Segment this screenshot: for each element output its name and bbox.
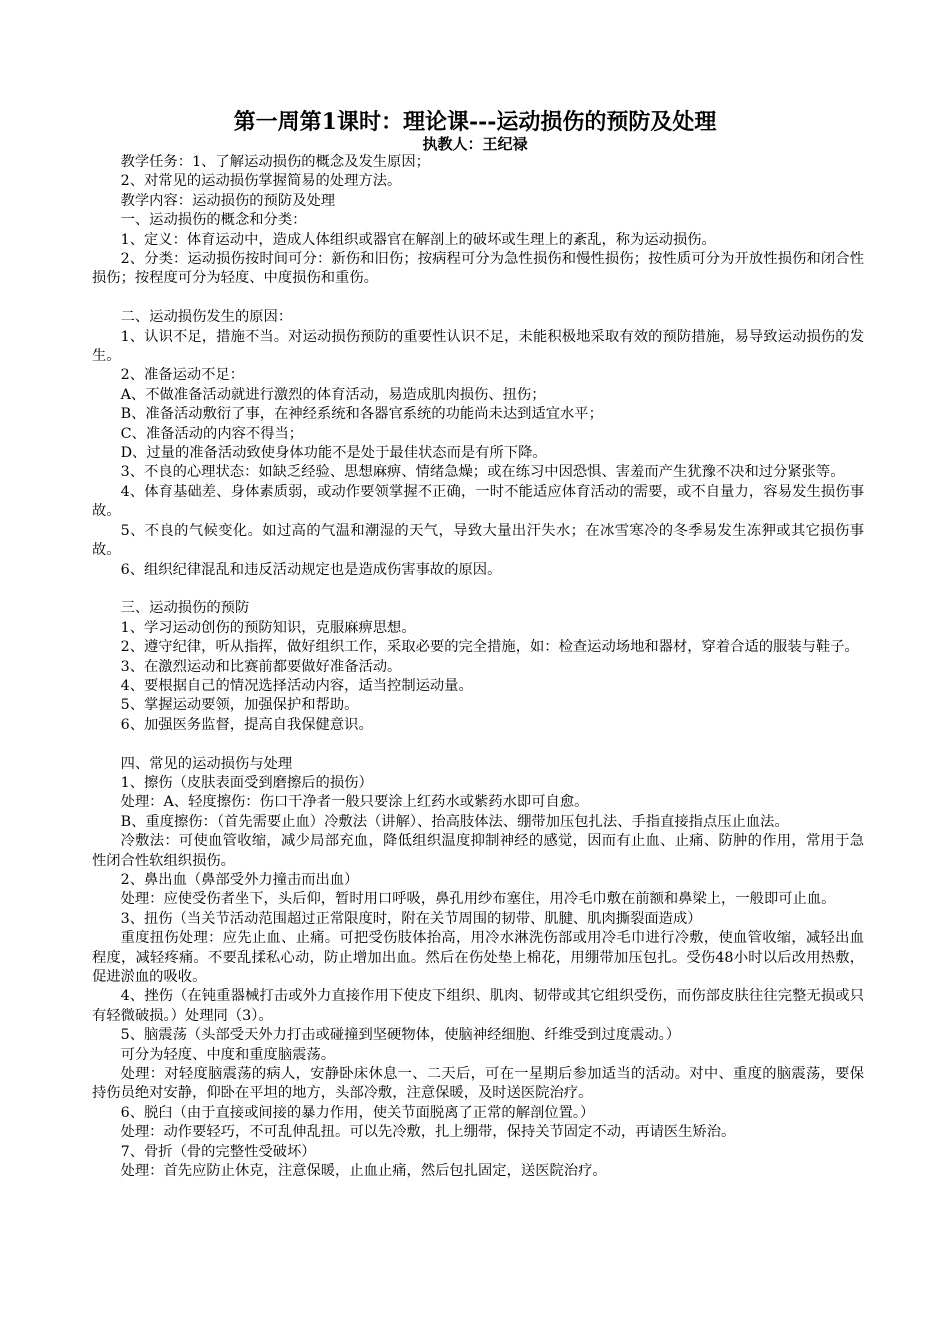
paragraph: 2、分类：运动损伤按时间可分：新伤和旧伤；按病程可分为急性损伤和慢性损伤；按性质可分为开放性损伤和闭合性损伤；按程度可分为轻度、中度损伤和重伤。 xyxy=(92,251,864,287)
paragraph: 6、脱臼（由于直接或间接的暴力作用，使关节面脱离了正常的解剖位置。） xyxy=(120,1104,595,1121)
paragraph: 7、骨折（骨的完整性受破坏） xyxy=(120,1143,316,1160)
paragraph: 4、要根据自己的情况选择活动内容，适当控制运动量。 xyxy=(120,677,473,694)
paragraph: 二、运动损伤发生的原因： xyxy=(120,309,293,326)
paragraph: D、过量的准备活动致使身体功能不是处于最佳状态而是有所下降。 xyxy=(120,445,547,462)
paragraph: 教学任务：1、了解运动损伤的概念及发生原因； xyxy=(120,154,430,170)
paragraph: 四、常见的运动损伤与处理 xyxy=(120,755,293,772)
paragraph: 一、运动损伤的概念和分类： xyxy=(120,212,307,229)
paragraph: 1、擦伤（皮肤表面受到磨擦后的损伤） xyxy=(120,774,373,791)
paragraph: 5、不良的气候变化。如过高的气温和潮湿的天气，导致大量出汗失水；在冰雪寒冷的冬季易发生冻狎或其它损伤事故。 xyxy=(92,522,864,559)
paragraph: 3、不良的心理状态：如缺乏经验、思想麻痹、情绪急燥；或在练习中因恐惧、害羞而产生犹豫不决和过分紧张等。 xyxy=(120,464,845,481)
paragraph: 5、掌握运动要领，加强保护和帮助。 xyxy=(120,697,359,714)
paragraph: 可分为轻度、中度和重度脑震荡。 xyxy=(120,1046,336,1063)
paragraph: 教学内容：运动损伤的预防及处理 xyxy=(120,192,336,209)
document-body xyxy=(92,153,864,1181)
paragraph: 2、准备运动不足： xyxy=(120,367,245,384)
paragraph: 4、挫伤（在钝重器械打击或外力直接作用下使皮下组织、肌肉、韧带或其它组织受伤，而伤部皮肤往往完整无损或只有轻微破损。）处理同（3）。 xyxy=(92,988,864,1024)
paragraph: 处理：动作要轻巧，不可乱伸乱扭。可以先冷敷，扎上绷带，保持关节固定不动，再请医生矫治。 xyxy=(120,1124,736,1141)
author-line: 执教人：王纪禄 xyxy=(422,135,528,153)
paragraph: 处理：A、轻度擦伤：伤口干净者一般只要涂上红药水或紫药水即可自愈。 xyxy=(120,794,589,811)
document-title: 第一周第1课时：理论课---运动损伤的预防及处理 xyxy=(233,109,717,135)
paragraph: 1、学习运动创伤的预防知识，克服麻痹思想。 xyxy=(120,619,416,636)
paragraph: 处理：首先应防止休克，注意保暖，止血止痛，然后包扎固定，送医院治疗。 xyxy=(120,1163,607,1180)
paragraph: 5、脑震荡（头部受天外力打击或碰撞到坚硬物体，使脑神经细胞、纤维受到过度震动。） xyxy=(120,1027,681,1044)
paragraph: 冷敷法：可使血管收缩，减少局部充血，降低组织温度抑制神经的感觉，因而有止血、止痛、防肿的作用，常用于急性闭合性软组织损伤。 xyxy=(92,833,864,869)
paragraph: 6、加强医务监督，提高自我保健意识。 xyxy=(120,716,373,733)
paragraph: 2、遵守纪律，听从指挥，做好组织工作，采取必要的完全措施，如：检查运动场地和器材，穿着合适的服装与鞋子。 xyxy=(120,639,859,656)
paragraph-gap xyxy=(92,735,864,754)
paragraph: 4、体育基础差、身体素质弱，或动作要领掌握不正确，一时不能适应体育活动的需要，或不自量力，容易发生损伤事故。 xyxy=(92,483,864,520)
paragraph: C、准备活动的内容不得当； xyxy=(120,425,304,442)
paragraph: 2、鼻出血（鼻部受外力撞击而出血） xyxy=(120,871,359,888)
paragraph: 1、认识不足，措施不当。对运动损伤预防的重要性认识不足，未能积极地采取有效的预防措施，易导致运动损伤的发生。 xyxy=(92,328,864,365)
paragraph: 重度扭伤处理：应先止血、止痛。可把受伤肢体抬高，用冷水淋洗伤部或用冷毛巾进行冷敷，使血管收缩，减轻出血程度，减轻疼痛。不要乱揉私心动，防止增加出血。然后在伤处垫上棉花，用绷带加压包扎。受伤48小时以后改用热敷，促进淤血的吸收。 xyxy=(92,930,864,986)
paragraph: 1、定义：体育运动中，造成人体组织或器官在解剖上的破坏或生理上的紊乱，称为运动损伤。 xyxy=(120,231,716,248)
paragraph: B、重度擦伤：（首先需要止血）冷敷法（讲解）、抬高肢体法、绷带加压包扎法、手指直接指点压止血法。 xyxy=(120,813,789,830)
paragraph: 2、对常见的运动损伤掌握简易的处理方法。 xyxy=(120,173,402,190)
paragraph: A、不做准备活动就进行激烈的体育活动，易造成肌肉损伤、扭伤； xyxy=(120,386,546,403)
paragraph: 3、在激烈运动和比赛前都要做好准备活动。 xyxy=(120,658,402,675)
paragraph: 处理：应使受伤者坐下，头后仰，暂时用口呼吸，鼻孔用纱布塞住，用冷毛巾敷在前额和鼻梁上，一般即可止血。 xyxy=(120,891,836,908)
paragraph: 三、运动损伤的预防 xyxy=(120,600,250,617)
paragraph: B、准备活动敷衍了事，在神经系统和各器官系统的功能尚未达到适宜水平； xyxy=(120,406,603,423)
paragraph: 6、组织纪律混乱和违反活动规定也是造成伤害事故的原因。 xyxy=(120,561,502,578)
paragraph: 处理：对轻度脑震荡的病人，安静卧床休息一、二天后，可在一星期后参加适当的活动。对中、重度的脑震荡，要保持伤员绝对安静，仰卧在平坦的地方，头部冷敷，注意保暖，及时送医院治疗。 xyxy=(92,1066,864,1102)
paragraph: 3、扭伤（当关节活动范围超过正常限度时，附在关节周围的韧带、肌腱、肌肉撕裂面造成） xyxy=(120,910,702,927)
paragraph-gap xyxy=(92,580,864,599)
paragraph-gap xyxy=(92,289,864,308)
